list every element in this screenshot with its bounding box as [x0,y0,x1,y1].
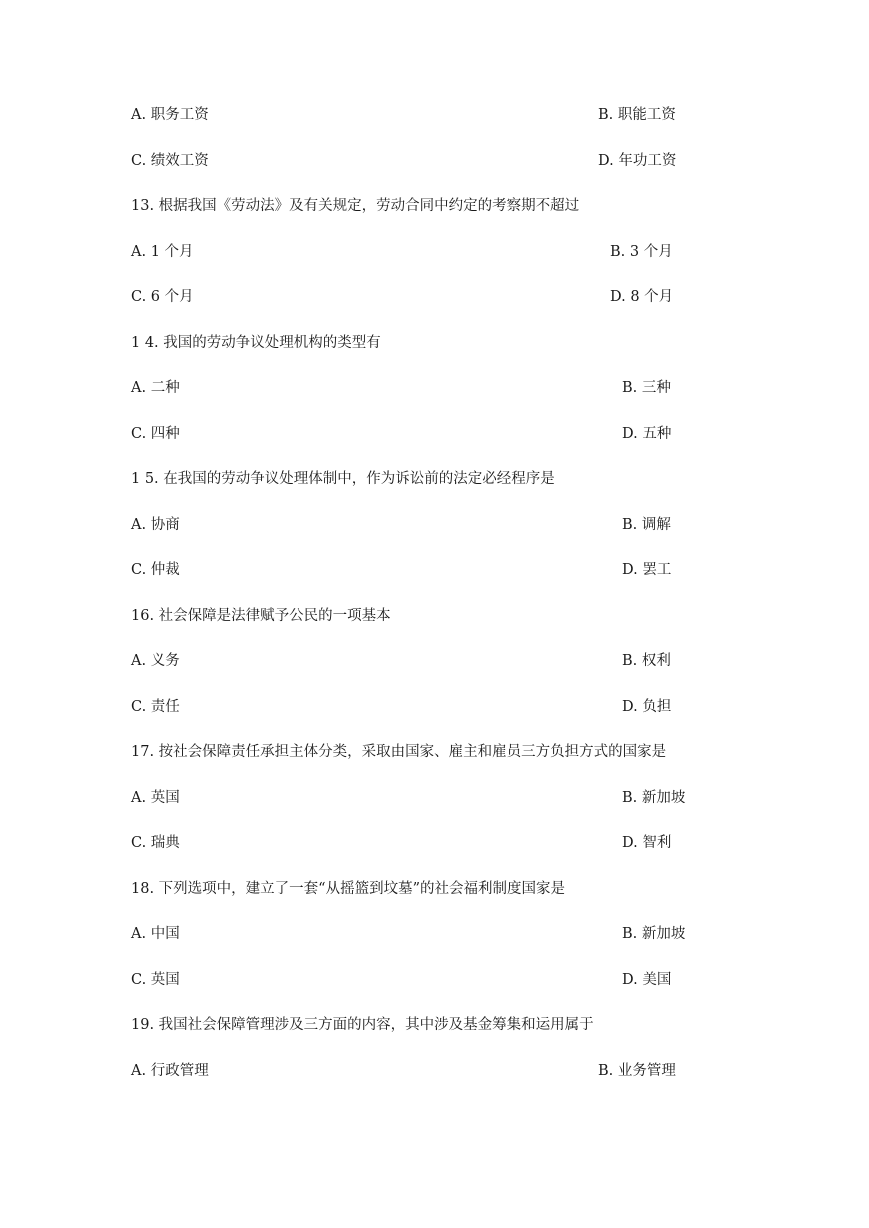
option-a: A. 英国 [131,790,180,806]
option-b: B. 三种 [622,380,671,396]
option-c: C. 责任 [131,699,180,715]
question-16: 16. 社会保障是法律赋予公民的一项基本 [131,608,391,624]
option-d: D. 美国 [622,972,672,988]
question-17: 17. 按社会保障责任承担主体分类，采取由国家、雇主和雇员三方负担方式的国家是 [131,744,667,760]
option-a: A. 义务 [131,653,180,669]
option-a: A. 二种 [131,380,180,396]
question-13: 13. 根据我国《劳动法》及有关规定，劳动合同中约定的考察期不超过 [131,198,580,214]
option-b: B. 新加坡 [622,790,686,806]
option-b: B. 权利 [622,653,671,669]
option-d: D. 罢工 [622,562,672,578]
option-d: D. 五种 [622,426,672,442]
option-d: D. 年功工资 [598,153,677,169]
question-19: 19. 我国社会保障管理涉及三方面的内容，其中涉及基金筹集和运用属于 [131,1017,594,1033]
option-d: D. 智利 [622,835,672,851]
option-a: A. 1 个月 [131,244,194,260]
option-b: B. 调解 [622,517,671,533]
option-c: C. 仲裁 [131,562,180,578]
option-b: B. 3 个月 [610,244,673,260]
option-b: B. 职能工资 [598,107,676,123]
option-c: C. 瑞典 [131,835,180,851]
question-15: 1 5. 在我国的劳动争议处理体制中，作为诉讼前的法定必经程序是 [131,471,555,487]
option-c: C. 绩效工资 [131,153,209,169]
option-a: A. 职务工资 [131,107,209,123]
option-a: A. 行政管理 [131,1063,209,1079]
option-a: A. 协商 [131,517,180,533]
option-a: A. 中国 [131,926,180,942]
question-18: 18. 下列选项中，建立了一套“从摇篮到坟墓”的社会福利制度国家是 [131,881,565,897]
option-b: B. 业务管理 [598,1063,676,1079]
option-d: D. 负担 [622,699,672,715]
option-c: C. 英国 [131,972,180,988]
option-b: B. 新加坡 [622,926,686,942]
option-c: C. 四种 [131,426,180,442]
question-14: 1 4. 我国的劳动争议处理机构的类型有 [131,335,381,351]
option-d: D. 8 个月 [610,289,674,305]
option-c: C. 6 个月 [131,289,194,305]
